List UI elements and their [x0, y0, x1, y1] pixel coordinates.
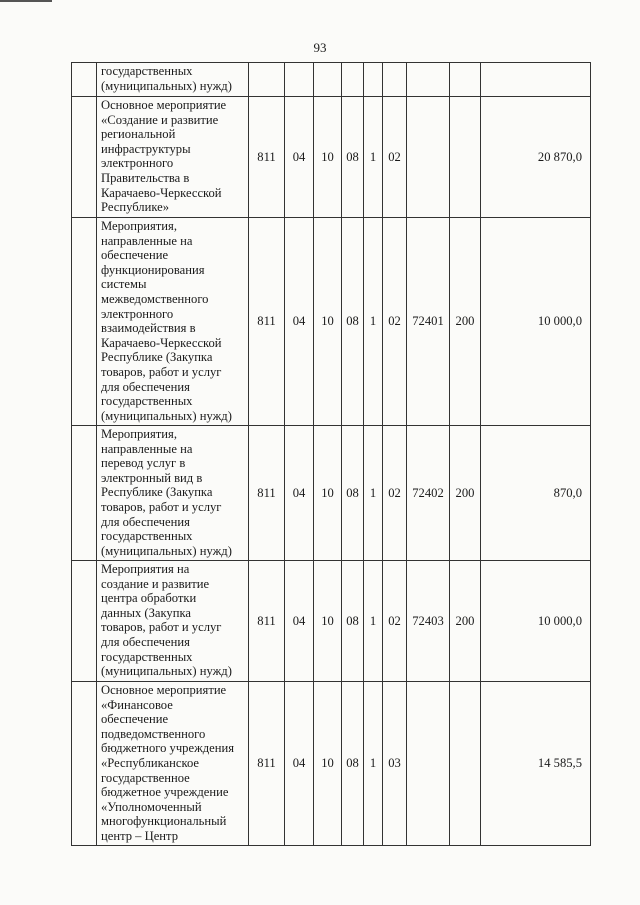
code-cell [383, 63, 407, 97]
code-cell [314, 63, 342, 97]
code-cell: 1 [364, 561, 383, 682]
description-cell: Мероприятия, направленные на обеспечение функционирования системы межведомственного электронного взаимодействия в Карачаево-Черкесской Республике (Закупка товаров, работ и услуг для обеспечения государственных (муниципальных) нужд) [97, 218, 249, 426]
code-cell: 08 [342, 97, 364, 218]
code-cell: 811 [249, 682, 285, 846]
code-cell: 10 [314, 561, 342, 682]
description-cell: Мероприятия на создание и развитие центра обработки данных (Закупка товаров, работ и услуг для обеспечения государственных (муниципальных) нужд) [97, 561, 249, 682]
code-cell [450, 63, 481, 97]
table-row [72, 218, 591, 426]
code-cell: 08 [342, 426, 364, 561]
code-cell: 72402 [407, 426, 450, 561]
table-row [72, 682, 591, 846]
code-cell: 811 [249, 426, 285, 561]
code-cell: 10 [314, 682, 342, 846]
code-cell: 10 [314, 426, 342, 561]
blank-cell [72, 682, 97, 846]
code-cell: 200 [450, 426, 481, 561]
code-cell: 811 [249, 97, 285, 218]
amount-cell: 10 000,0 [481, 561, 591, 682]
blank-cell [72, 97, 97, 218]
code-cell: 1 [364, 682, 383, 846]
code-cell [450, 97, 481, 218]
code-cell [407, 63, 450, 97]
description-cell: государственных (муниципальных) нужд) [97, 63, 249, 97]
code-cell: 04 [285, 426, 314, 561]
code-cell [450, 682, 481, 846]
code-cell: 02 [383, 561, 407, 682]
budget-table [71, 62, 591, 846]
code-cell: 200 [450, 218, 481, 426]
code-cell: 08 [342, 218, 364, 426]
page-number: 93 [313, 40, 327, 55]
blank-cell [72, 63, 97, 97]
amount-cell: 870,0 [481, 426, 591, 561]
table-row [72, 63, 591, 97]
code-cell [342, 63, 364, 97]
description-cell: Основное мероприятие «Создание и развитие региональной инфраструктуры электронного Правительства в Карачаево-Черкесской Республике» [97, 97, 249, 218]
code-cell: 02 [383, 426, 407, 561]
code-cell: 08 [342, 682, 364, 846]
table-row [72, 426, 591, 561]
blank-cell [72, 426, 97, 561]
code-cell: 04 [285, 97, 314, 218]
code-cell [285, 63, 314, 97]
code-cell: 03 [383, 682, 407, 846]
amount-cell: 10 000,0 [481, 218, 591, 426]
code-cell: 811 [249, 561, 285, 682]
blank-cell [72, 218, 97, 426]
blank-cell [72, 561, 97, 682]
code-cell: 08 [342, 561, 364, 682]
code-cell [407, 97, 450, 218]
code-cell: 1 [364, 97, 383, 218]
code-cell: 1 [364, 218, 383, 426]
table-row [72, 561, 591, 682]
code-cell [249, 63, 285, 97]
code-cell [364, 63, 383, 97]
code-cell: 200 [450, 561, 481, 682]
top-rule [0, 0, 52, 2]
code-cell [407, 682, 450, 846]
code-cell: 02 [383, 97, 407, 218]
code-cell: 10 [314, 97, 342, 218]
code-cell: 811 [249, 218, 285, 426]
code-cell: 1 [364, 426, 383, 561]
table-row [72, 97, 591, 218]
code-cell: 10 [314, 218, 342, 426]
code-cell: 04 [285, 682, 314, 846]
amount-cell [481, 63, 591, 97]
description-cell: Мероприятия, направленные на перевод услуг в электронный вид в Республике (Закупка товаров, работ и услуг для обеспечения государственных (муниципальных) нужд) [97, 426, 249, 561]
code-cell: 04 [285, 561, 314, 682]
amount-cell: 14 585,5 [481, 682, 591, 846]
code-cell: 72403 [407, 561, 450, 682]
code-cell: 04 [285, 218, 314, 426]
code-cell: 72401 [407, 218, 450, 426]
description-cell: Основное мероприятие «Финансовое обеспечение подведомственного бюджетного учреждения «Республиканское государственное бюджетное учреждение «Уполномоченный многофункциональный центр – Центр [97, 682, 249, 846]
amount-cell: 20 870,0 [481, 97, 591, 218]
code-cell: 02 [383, 218, 407, 426]
